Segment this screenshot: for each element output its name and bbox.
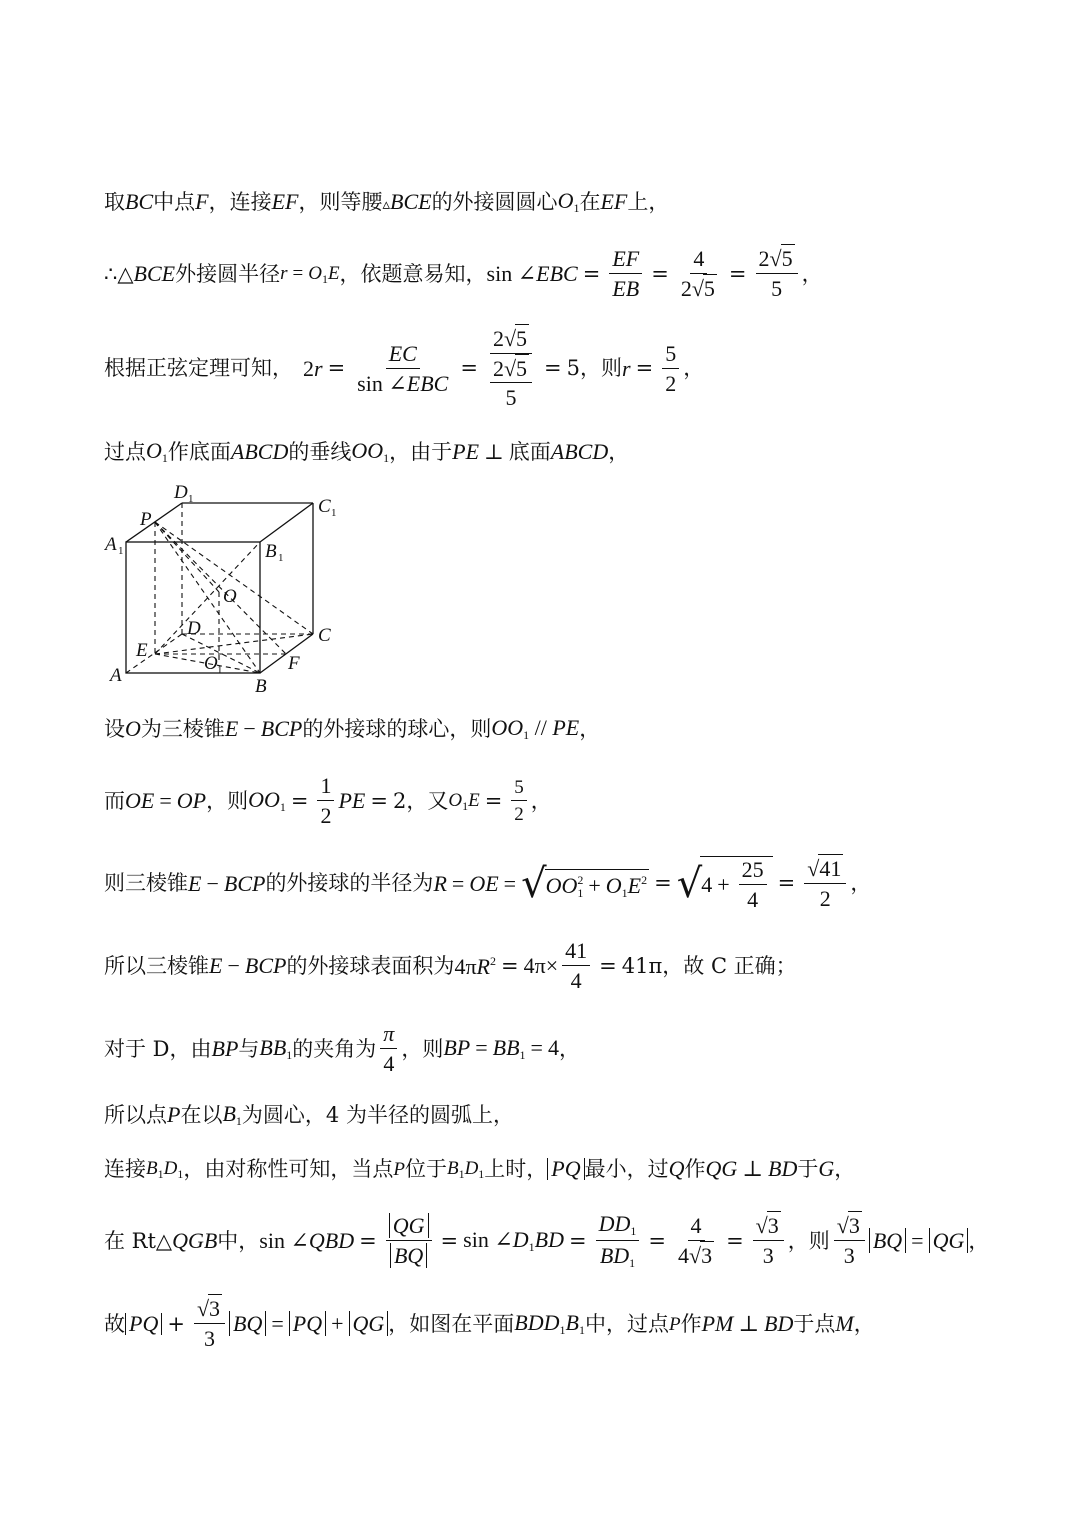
text-line-7: 则三棱锥 E − BCP 的外接球的半径为 R = OE = √ $OO_1^2 + O_1E^2$ = √ 4 + $\frac{25}{4}$ = $\frac{√41}{2}$ ， bbox=[104, 855, 872, 912]
cube-diagram bbox=[100, 482, 350, 697]
diagram-label-A: A bbox=[110, 665, 122, 686]
diagram-label-O1: O bbox=[204, 653, 218, 674]
diagram-label-P: P bbox=[140, 509, 152, 530]
text-line-6: 而 OE = OP ，则 $OO_1$ = $\frac{1}{2}$ PE = 2 ，又 $O_1E$ = $\frac{5}{2}$ ， bbox=[104, 773, 552, 828]
text-line-2: ∴△ BCE 外接圆半径 $r = O_1E$ ，依题意易知， sin ∠EBC = $\frac{EF}{EB}$ = $\frac{4}{2√5}$ = $\frac{2√5}{5}$ ， bbox=[104, 246, 823, 301]
diagram-label-B1: B bbox=[265, 541, 277, 562]
diagram-label-D1: D bbox=[174, 482, 188, 503]
text-line-4: 过点 $O_1$ 作底面 ABCD 的垂线 $OO_1$ ，由于 PE ⊥ 底面 ABCD ， bbox=[104, 438, 630, 465]
diagram-label-B: B bbox=[255, 676, 267, 697]
text-line-1: 取 BC 中点 F ，连接 EF ，则等腰 ▵BCE 的外接圆圆心 $O_1$ 在 EF 上， bbox=[104, 188, 670, 215]
text-line-13: 故 PQ + $\frac{√3}{3}$ BQ = PQ + QG ，如图在平面 $BDD_1B_1$ 中，过点 P 作 PM ⊥ BD 于点 M ， bbox=[104, 1296, 875, 1351]
diagram-label-A1: A bbox=[105, 534, 117, 555]
diagram-label-D: D bbox=[187, 618, 201, 639]
svg-text:1: 1 bbox=[118, 545, 124, 557]
text-line-8: 所以三棱锥 E − BCP 的外接球表面积为 $4\pi R^2$ = 4π× $\frac{41}{4}$ = 41π ，故 C 正确； bbox=[104, 938, 797, 993]
svg-text:1: 1 bbox=[278, 552, 284, 564]
svg-text:1: 1 bbox=[188, 493, 194, 505]
text-line-5: 设 O 为三棱锥 E − BCP 的外接球的球心，则 $OO_1$ // PE ， bbox=[104, 715, 601, 742]
diagram-label-F: F bbox=[288, 653, 300, 674]
svg-text:1: 1 bbox=[217, 664, 223, 676]
text-line-10: 所以点 P 在以 $B_1$ 为圆心，4 为半径的圆弧上， bbox=[104, 1101, 514, 1128]
text-line-11: 连接 $B_1D_1$ ，由对称性可知，当点 P 位于 $B_1D_1$ 上时， PQ 最小，过 Q 作 QG ⊥ BD 于 G ， bbox=[104, 1156, 856, 1181]
diagram-label-E: E bbox=[136, 640, 148, 661]
text-line-3: 根据正弦定理可知， 2r = $\frac{EC}{\text{sin ∠EBC}}$ = 2√5 2√5 5 = 5 ，则 r = $\frac{5}{2}$ ， bbox=[104, 326, 705, 410]
diagram-label-C1: C bbox=[318, 496, 331, 517]
svg-text:1: 1 bbox=[331, 507, 337, 519]
text-line-12: 在 Rt△ QGB 中， sin ∠QBD = $\frac{QG}{BQ}$ = $\sin \angle D_1BD$ = $\frac{DD_1}{BD_1}$ = $\frac{4}{4√3}$ = $\frac{√3}{3}$ ，则 $\frac{√3}{3}$ BQ = QG ， bbox=[104, 1211, 990, 1270]
diagram-label-O: O bbox=[223, 586, 237, 607]
text-line-9: 对于 D，由 BP 与 $BB_1$ 的夹角为 $\frac{\pi}{4}$ ，则 BP = $BB_1 = 4$ ， bbox=[104, 1021, 580, 1076]
diagram-label-C: C bbox=[318, 625, 331, 646]
